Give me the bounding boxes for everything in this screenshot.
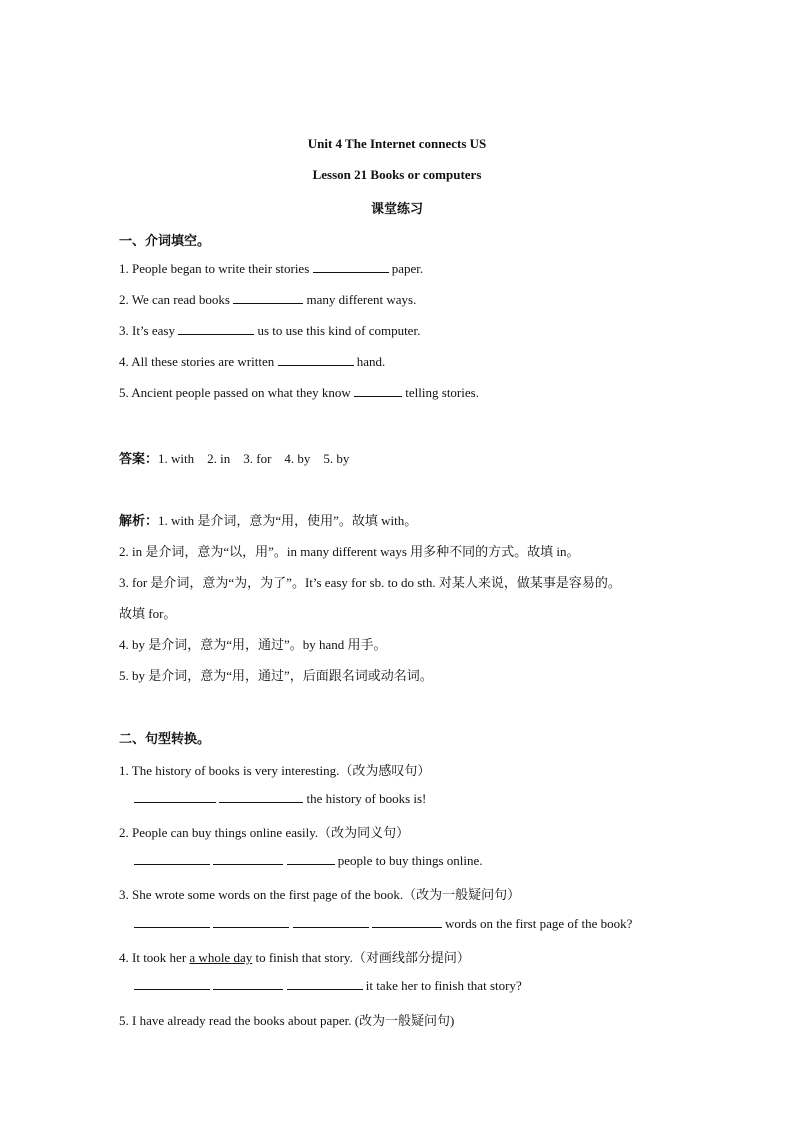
answer-blank[interactable]: [213, 916, 289, 928]
part2-q3: 3. She wrote some words on the first page of the book.（改为一般疑问句）: [119, 887, 521, 902]
underlined-phrase: a whole day: [189, 950, 253, 965]
answer-blank[interactable]: [219, 791, 303, 803]
answer-blank[interactable]: [233, 292, 303, 304]
analysis-line-2: 2. in 是介词，意为“以，用”。in many different ways 用多种不同的方式。故填 in。: [119, 544, 580, 559]
answer-blank[interactable]: [213, 978, 283, 990]
part2-heading: 二、句型转换。: [119, 731, 211, 746]
answer-blank[interactable]: [372, 916, 442, 928]
analysis-line-3: 3. for 是介词，意为“为，为了”。It’s easy for sb. to do sth. 对某人来说，做某事是容易的。: [119, 575, 621, 590]
answer-blank[interactable]: [134, 791, 216, 803]
answer-blank[interactable]: [134, 916, 210, 928]
part1-q3: 3. It’s easy us to use this kind of computer.: [119, 323, 421, 338]
part1-q2: 2. We can read books many different ways.: [119, 292, 417, 307]
answer-blank[interactable]: [213, 853, 283, 865]
answer-blank[interactable]: [293, 916, 369, 928]
answer-blank[interactable]: [278, 354, 354, 366]
analysis-line-3b: 故填 for。: [119, 606, 177, 621]
lesson-title: Lesson 21 Books or computers: [312, 167, 482, 182]
answers-line: 答案：1. with 2. in 3. for 4. by 5. by: [119, 451, 350, 466]
part2-q2-answer: people to buy things online.: [134, 853, 483, 869]
analysis-line-4: 4. by 是介词，意为“用，通过”。by hand 用手。: [119, 637, 387, 652]
answer-blank[interactable]: [354, 385, 402, 397]
part1-heading: 一、介词填空。: [119, 233, 211, 248]
answer-blank[interactable]: [134, 853, 210, 865]
part2-q2: 2. People can buy things online easily.（改为同义句）: [119, 825, 410, 840]
part2-q4-answer: it take her to finish that story?: [134, 978, 522, 994]
answer-blank[interactable]: [287, 853, 335, 865]
part1-q4: 4. All these stories are written hand.: [119, 354, 386, 369]
part1-q1: 1. People began to write their stories paper.: [119, 261, 424, 276]
unit-title: Unit 4 The Internet connects US: [307, 136, 487, 151]
part2-q1: 1. The history of books is very interesting.（改为感叹句）: [119, 763, 431, 778]
answer-blank[interactable]: [313, 261, 389, 273]
part2-q5: 5. I have already read the books about paper. (改为一般疑问句): [119, 1013, 455, 1028]
part2-q3-answer: words on the first page of the book?: [134, 916, 632, 932]
analysis-line-5: 5. by 是介词，意为“用，通过”，后面跟名词或动名词。: [119, 668, 433, 683]
answer-blank[interactable]: [287, 978, 363, 990]
answer-blank[interactable]: [178, 323, 254, 335]
part1-q5: 5. Ancient people passed on what they know telling stories.: [119, 385, 479, 400]
part2-q1-answer: the history of books is!: [134, 791, 426, 807]
section-title: 课堂练习: [370, 201, 423, 216]
analysis-line-1: 解析：1. with 是介词，意为“用，使用”。故填 with。: [119, 513, 418, 528]
answer-blank[interactable]: [134, 978, 210, 990]
part2-q4: 4. It took her a whole day to finish that story.（对画线部分提问）: [119, 950, 470, 965]
